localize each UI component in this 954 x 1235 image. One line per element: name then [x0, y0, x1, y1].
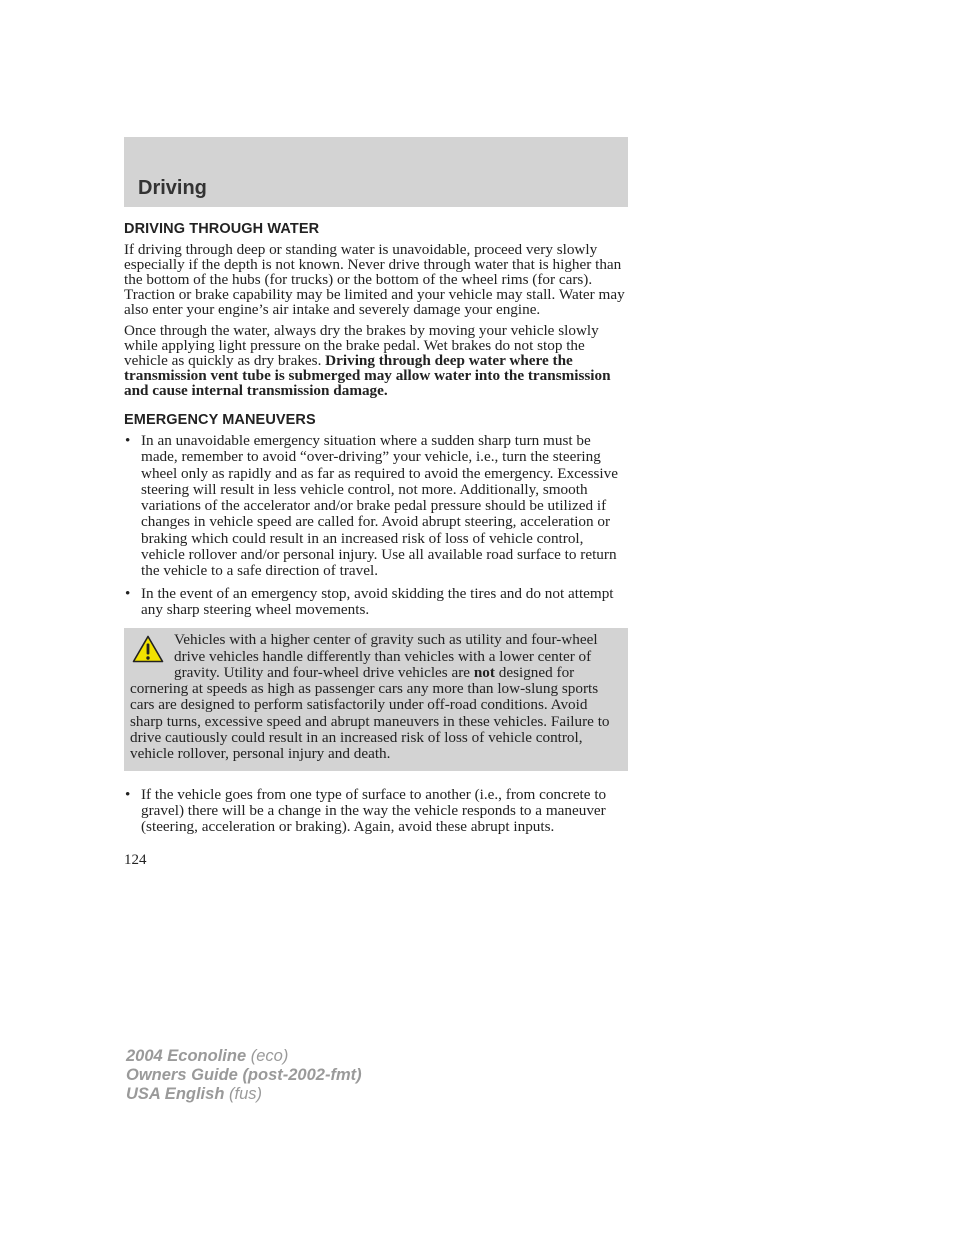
water-paragraph-1: If driving through deep or standing water is unavoidable, proceed very slowly especially if the depth is not known. Never drive through water that is higher than the bottom of the hubs (for trucks) or the bottom of the wheel rims (for cars). Traction or brake capability may be limited and your vehicle may stall. Water may also enter your engine’s air intake and severely damage your engine.	[124, 241, 625, 318]
main-content	[124, 221, 628, 869]
footer-language-code: (fus)	[224, 1085, 262, 1103]
water-paragraph-2-bold-warning: Driving through deep water where the transmission vent tube is submerged may allow water into the transmission and cause internal transmission damage.	[124, 352, 611, 399]
page-number: 124	[124, 851, 147, 868]
warning-text-end: designed for cornering at speeds as high as passenger cars any more than low-slung sports cars are designed to perform satisfactorily under off-road conditions. Avoid sharp turns, excessive speed and abrupt maneuvers in these vehicles. Failure to drive cautiously could result in an increased risk of loss of vehicle control, vehicle rollover, personal injury and death.	[130, 663, 610, 763]
warning-text-emphasis: not	[473, 663, 495, 681]
list-item-text: In the event of an emergency stop, avoid skidding the tires and do not attempt any sharp steering wheel movements.	[141, 584, 614, 618]
heading-emergency-maneuvers: EMERGENCY MANEUVERS	[124, 412, 316, 428]
footer-line-language	[126, 1085, 362, 1104]
footer-language: USA English	[126, 1085, 225, 1103]
bullet-marker: •	[125, 432, 131, 449]
list-item	[124, 433, 628, 580]
emergency-bullet-list-continued	[124, 787, 628, 836]
document-footer	[126, 1047, 362, 1104]
footer-guide: Owners Guide (post-2002-fmt)	[126, 1066, 362, 1084]
list-item-text: If the vehicle goes from one type of surface to another (i.e., from concrete to gravel) there will be a change in the way the vehicle responds to a maneuver (steering, acceleration or braking). Again, avoid these abrupt inputs.	[141, 785, 607, 836]
bullet-marker: •	[125, 584, 131, 602]
warning-triangle-icon	[132, 635, 164, 663]
water-paragraph-2	[124, 323, 628, 398]
list-item	[124, 586, 628, 619]
heading-driving-through-water: DRIVING THROUGH WATER	[124, 221, 320, 237]
page-title: Driving	[138, 177, 207, 199]
list-item-text: In an unavoidable emergency situation where a sudden sharp turn must be made, remember to avoid “over-driving” your vehicle, i.e., turn the steering wheel only as rapidly and as far as required to avoid the emergency. Excessive steering will result in less vehicle control, not more. Additionally, smooth variations of the accelerator and/or brake pedal pressure should be utilized if changes in vehicle speed are called for. Avoid abrupt steering, acceleration or braking which could result in an increased risk of loss of vehicle control, vehicle rollover and/or personal injury. Use all available road surface to return the vehicle to a safe direction of travel.	[141, 432, 618, 580]
list-item	[124, 787, 628, 836]
emergency-bullet-list	[124, 433, 628, 618]
footer-model: 2004 Econoline	[126, 1047, 247, 1065]
warning-box	[124, 628, 628, 770]
section-header-band	[124, 137, 628, 207]
footer-line-guide	[126, 1066, 362, 1085]
footer-model-code: (eco)	[246, 1047, 289, 1065]
warning-text-start: Vehicles with a higher center of gravity such as utility and four-wheel drive vehicles handle differently than vehicles with a lower center of gravity. Utility and four-wheel drive vehicles are	[174, 631, 598, 681]
footer-line-model	[126, 1047, 362, 1066]
water-paragraph-2-text: Once through the water, always dry the brakes by moving your vehicle slowly while applying light pressure on the brake pedal. Wet brakes do not stop the vehicle as quickly as dry brakes.	[124, 322, 599, 369]
bullet-marker: •	[125, 785, 131, 803]
